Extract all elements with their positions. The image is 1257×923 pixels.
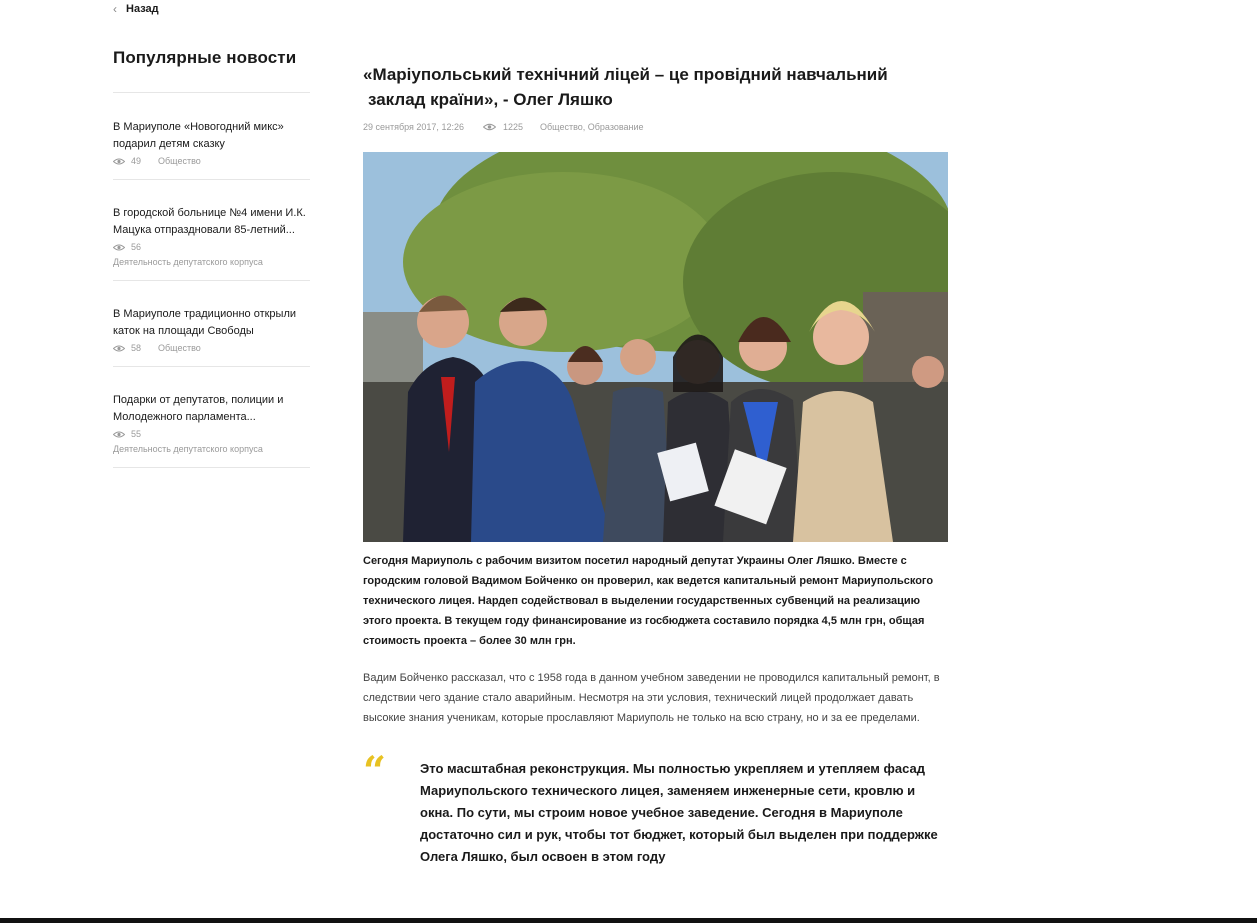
quote-text: Это масштабная реконструкция. Мы полностью укрепляем и утепляем фасад Мариупольского технического лицея, заменяем инженерные сети, кровлю и окна. По сути, мы строим новое учебное заведение. Сегодня в Мариуполе достаточно сил и рук, чтобы тот бюджет, который был выделен при поддержке Олега Ляшко, был освоен в этом году	[420, 761, 938, 864]
news-item-category[interactable]: Общество	[158, 156, 201, 166]
news-item-meta	[113, 156, 310, 166]
popular-news-item[interactable]	[113, 281, 310, 367]
back-link[interactable]	[113, 2, 159, 16]
news-item-title[interactable]: Подарки от депутатов, полиции и Молодежного парламента...	[113, 394, 284, 423]
news-item-views: 55	[131, 429, 142, 439]
news-item-meta	[113, 343, 310, 353]
news-item-category[interactable]: Деятельность депутатского корпуса	[113, 257, 263, 267]
eye-icon	[483, 123, 496, 131]
news-item-category[interactable]: Общество	[158, 343, 201, 353]
news-item-title[interactable]: В Мариуполе традиционно открыли каток на площади Свободы	[113, 308, 297, 337]
news-item-views: 49	[131, 156, 142, 166]
article-categories[interactable]: Общество, Образование	[540, 122, 644, 132]
back-label: Назад	[126, 3, 159, 15]
article-lead: Сегодня Мариуполь с рабочим визитом посетил народный депутат Украины Олег Ляшко. Вместе с городским головой Вадимом Бойченко он проверил, как ведется капитальный ремонт Мариупольского технического лицея. Нардеп содействовал в выделении государственных субвенций на реализацию этого проекта. В текущем году финансирование из госбюджета составило порядка 4,5 млн грн, общая стоимость проекта – более 30 млн грн.	[363, 555, 934, 647]
bottom-bar	[0, 918, 1257, 923]
article-quote	[363, 748, 948, 868]
news-item-category[interactable]: Деятельность депутатского корпуса	[113, 444, 263, 454]
news-item-views: 56	[131, 242, 142, 252]
eye-icon	[113, 158, 125, 165]
article-title: «Маріупольський технічний ліцей – це провідний навчальний заклад країни», - Олег Ляшко	[363, 65, 888, 109]
news-item-title[interactable]: В Мариуполе «Новогодний микс» подарил детям сказку	[113, 121, 284, 150]
article	[363, 62, 948, 868]
article-paragraph: Вадим Бойченко рассказал, что с 1958 года в данном учебном заведении не проводился капитальный ремонт, в следствии чего здание стало аварийным. Несмотря на эти условия, технический лицей продолжает давать высокие знания ученикам, которые прославляют Мариуполь не только на всю страну, но и за ее пределами.	[363, 672, 940, 724]
news-item-meta	[113, 242, 310, 267]
popular-news-item[interactable]	[113, 93, 310, 180]
eye-icon	[113, 431, 125, 438]
chevron-left-icon: ‹	[113, 2, 117, 16]
popular-news-item[interactable]	[113, 367, 310, 468]
article-meta	[363, 122, 948, 132]
popular-news-sidebar	[113, 48, 310, 468]
article-photo	[363, 152, 948, 542]
sidebar-title: Популярные новости	[113, 48, 310, 93]
news-item-meta	[113, 429, 310, 454]
news-item-title[interactable]: В городской больнице №4 имени И.К. Мацука отпраздновали 85-летний...	[113, 207, 306, 236]
article-date: 29 сентября 2017, 12:26	[363, 122, 464, 132]
news-item-views: 58	[131, 343, 142, 353]
article-photo-illustration	[363, 152, 948, 542]
eye-icon	[113, 345, 125, 352]
quote-icon: “	[363, 748, 387, 795]
popular-news-item[interactable]	[113, 180, 310, 281]
eye-icon	[113, 244, 125, 251]
article-views: 1225	[502, 122, 523, 132]
